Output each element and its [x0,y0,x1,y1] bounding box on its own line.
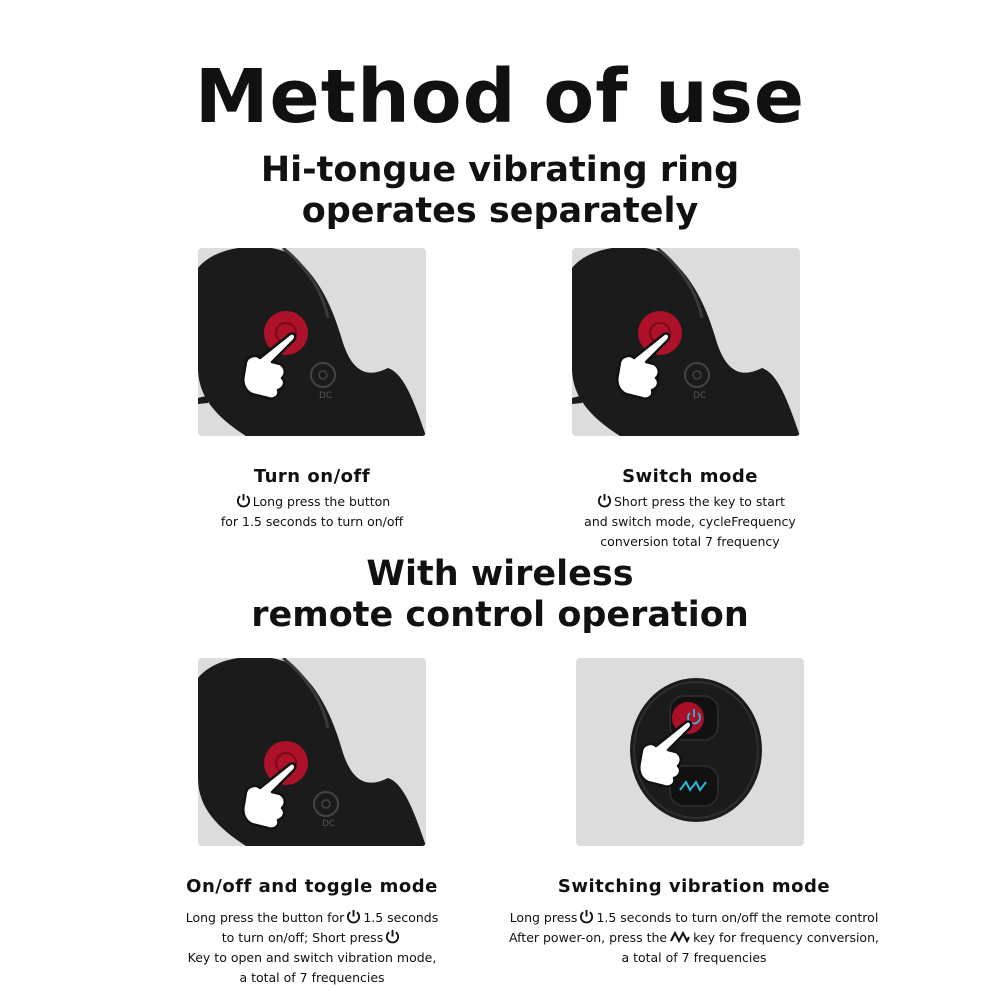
device-image-turn-on-off [198,248,426,436]
page-title: Method of use [194,54,806,140]
step-text-switch-mode-line2: and switch mode, cycleFrequency [584,514,796,529]
step-text-toggle-mode-line3: Key to open and switch vibration mode, [187,950,437,965]
power-icon [597,493,612,508]
step-text-vibration-mode-line2a: After power-on, press the [509,930,668,945]
svg-text:DC: DC [319,391,333,401]
wave-icon [670,929,690,941]
section1-heading-line2: operates separately [301,191,699,231]
section2-heading [0,554,1000,636]
step-text-toggle-mode-line2a: to turn on/off; Short press [221,930,384,945]
remote-control-image [576,658,804,846]
step-text-vibration-mode [490,908,898,968]
section2-heading-line1: With wireless [366,554,634,594]
step-title-switch-mode: Switch mode [622,466,758,487]
section1-heading-line1: Hi-tongue vibrating ring [260,150,740,190]
step-text-switch-mode-line3: conversion total 7 frequency [600,534,780,549]
section2-heading-line2: remote control operation [251,595,749,635]
section1-heading [0,150,1000,232]
power-icon [346,909,361,924]
step-text-turn-on-off-line2: for 1.5 seconds to turn on/off [220,514,404,529]
step-text-toggle-mode-line1a: Long press the button for [185,910,345,925]
power-icon [579,909,594,924]
step-text-turn-on-off [150,492,474,532]
power-icon [236,493,251,508]
step-text-switch-mode-line1: Short press the key to start [614,494,785,509]
step-text-vibration-mode-line3: a total of 7 frequencies [621,950,767,965]
power-icon [385,929,400,944]
step-text-switch-mode [540,492,840,552]
step-text-toggle-mode [150,908,474,988]
device-image-toggle-mode [198,658,426,846]
step-title-vibration-mode: Switching vibration mode [557,876,831,897]
step-text-toggle-mode-line1b: 1.5 seconds [363,910,439,925]
svg-text:DC: DC [693,391,707,401]
step-title-toggle-mode: On/off and toggle mode [186,876,438,897]
step-text-toggle-mode-line4: a total of 7 frequencies [239,970,385,985]
device-image-switch-mode [572,248,800,436]
step-text-vibration-mode-line1a: Long press [509,910,578,925]
svg-text:DC: DC [322,819,336,829]
step-text-vibration-mode-line1b: 1.5 seconds to turn on/off the remote control [596,910,879,925]
step-title-turn-on-off: Turn on/off [253,466,371,487]
step-text-turn-on-off-line1: Long press the button [252,494,391,509]
step-text-vibration-mode-line2b: key for frequency conversion, [693,930,879,945]
